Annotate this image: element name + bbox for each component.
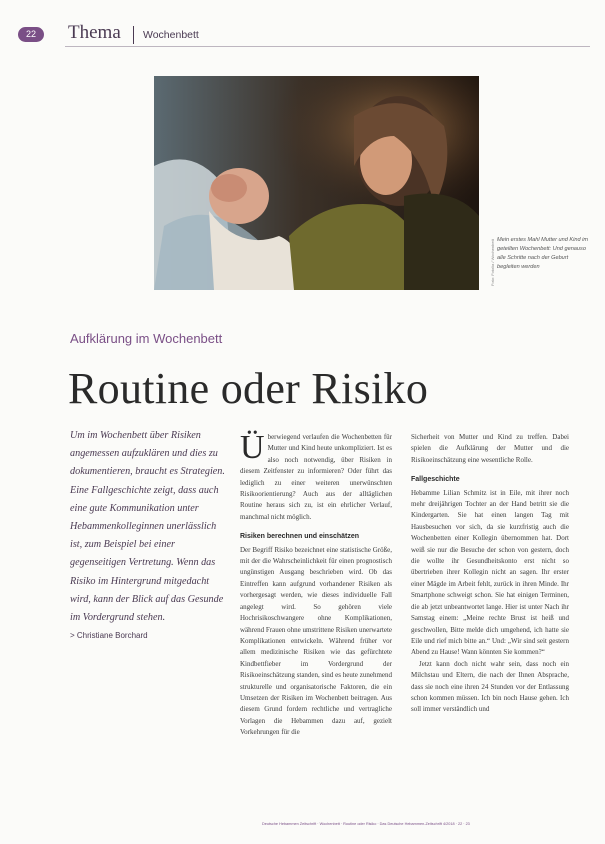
article-author: > Christiane Borchard [70, 631, 148, 641]
subheading-risiken: Risiken berechnen und einschätzen [240, 533, 360, 541]
article-kicker: Aufklärung im Wochenbett [70, 331, 223, 346]
photo-credit: Foto: Fotolia / Wochenbett [490, 239, 495, 286]
section-label: Thema [68, 22, 121, 43]
page-footer: Deutsche Hebammen Zeitschrift · Wochenbett · Routine oder Risiko · Das Deutsche Hebammen-Zeitschrift 4/2018 · 22 · 23 [262, 822, 470, 826]
body-column-2 [411, 432, 569, 716]
article-lead [70, 427, 228, 645]
page-number: 22 [18, 27, 44, 42]
body-paragraph: Der Begriff Risiko bezeichnet eine statistische Größe, mit der die Wahrscheinlichkeit für einen prognostisch ungünstigen Ausgang beschrieben wird. Ob das Eintreffen kann aufgrund vorhandener Risiken als vorhergesagt werden, wie dieses individuelle Fall angelegt wird. So gehören viele Hochrisikoschwangere ohne Komplikationen, während Frauen ohne umstrittene Risiken unerwartete Komplikationen entwickeln. Während früher vor allem medizinische Risiken wie das gefürchtete Kindbettfieber im Vordergrund der Risikoeinschätzung standen, sind es heute zunehmend strukturelle und organisatorische Faktoren, die ein Umsetzen der Risiken im Wochenbett beitragen. Aus diesem Grund fordern rechtliche und vertragliche Vorlagen die Hebammen dazu auf, gezielt Vorkehrungen für die [240, 545, 392, 737]
article-headline: Routine oder Risiko [68, 364, 429, 413]
body-column-1 [240, 429, 392, 739]
header-rule [65, 46, 590, 47]
intro-paragraph: berwiegend verlaufen die Wochenbetten für Mutter und Kind heute unkompliziert. Ist es also noch notwendig, über Risiken in diesem Zeitfenster zu informieren? Oder führt das lediglich zu einer weiteren unerwünschten Risikoorientierung? Auch aus der alltäglichen Routine heraus sich zu, ist ein ehrlicher Verlauf, manchmal nicht möglich. [240, 433, 392, 521]
photo-illustration [154, 76, 479, 290]
case-paragraph-1: Hebamme Lilian Schmitz ist in Eile, mit ihrer noch mehr dreijährigen Tochter an der Hand betritt sie die Kindergarten. Sie hat einen langen Tag mit Hausbesuchen vor sich, da sie kurzfristig auch die Wochenbetten einer Kollegin übernommen hat. Dort weiß sie nur die Besuche der schon von gestern, doch die wollte ihr Gesundheitskonto erst nicht so übertrieben ihrer Kollegin nicht an sagen. Ihr erster einer Mägde im Arbeit fehlt, zurück in ihren Minde. Ihr Smartphone schweigt schon. Sie hat einigen Terminen, die ab jetzt unbeantwortet lange. Hier ist unter Nach ihr Samstag einem: „Meine rechte Brust ist heiß und geschwollen, Bitte melde dich umgehend, ich hatte sie Eile und rief mich bitte an.“ Und: „Wir sind seit gestern Abend zu Hause! Wann könnten Sie kommen?“ [411, 488, 569, 657]
header-divider [133, 26, 134, 44]
article-photo [154, 76, 479, 290]
continuation-paragraph: Sicherheit von Mutter und Kind zu treffen. Dabei spielen die Aufklärung der Mutter und die Risikoeinschätzung eine wesentliche Rolle. [411, 433, 569, 464]
subheading-fallgeschichte: Fallgeschichte [411, 476, 460, 484]
lead-text: Um im Wochenbett über Risiken angemessen aufzuklären und dies zu dokumentieren, braucht es Strategien. Eine Fallgeschichte zeigt, dass auch eine gute Kommunikation unter Hebammenkolleginnen unerlässlich ist, zum Beispiel bei einer gegenseitigen Vertretung. Wenn das Risiko im Hintergrund mitgedacht wird, kann der Blick auf das Gesunde im Vordergrund stehen. [70, 430, 225, 624]
photo-caption: Mein erstes Mahl Mutter und Kind im geteilten Wochenbett: Und genauso alle Schritte nach der Geburt begleiten werden [497, 237, 589, 270]
case-paragraph-2: Jetzt kann doch nicht wahr sein, dass noch ein Milchstau und Eltern, die nach der Ihnen Absprache, dass sie noch eine ihren 24 Stunden vor der Entlassung schon kommen müssen. Ich bin noch Hause gehen. Ich soll immer verständlich und [411, 659, 569, 714]
section-topic: Wochenbett [143, 29, 199, 41]
drop-cap: Ü [240, 429, 265, 466]
